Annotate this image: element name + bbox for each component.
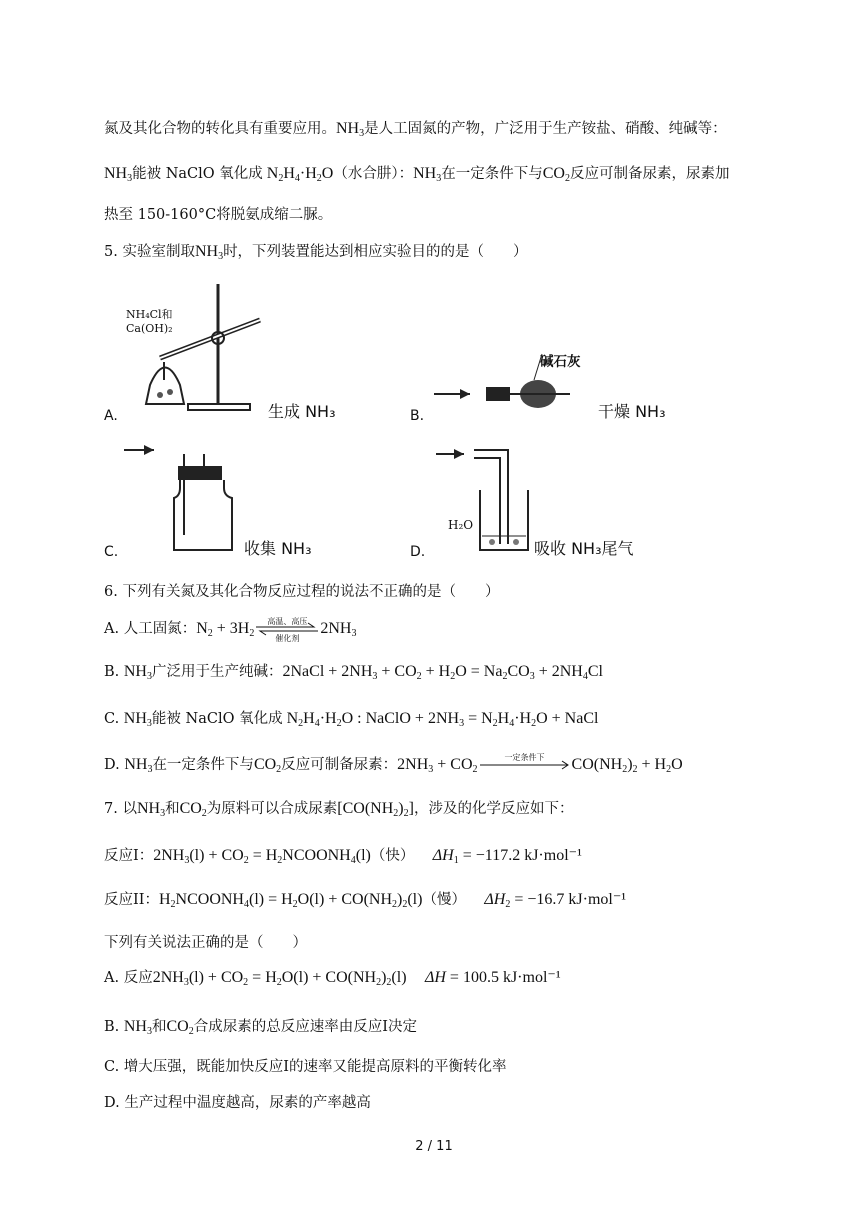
condition-arrow: [480, 753, 570, 774]
q7-reaction-1: 反应I：$2NH_3(l) + CO_2$ = $H_2NCOONH_4(l)$（快） $\Delta H_1 = -117.2$ kJ·mol⁻¹: [104, 847, 582, 866]
apparatus-c: [124, 440, 234, 555]
reaction-note: （快）: [370, 848, 415, 864]
q6-stem: 6. 下列有关氮及其化合物反应过程的说法不正确的是（ ）: [104, 584, 500, 600]
option-letter: B.: [410, 408, 425, 424]
q7-stem-text: 为原料可以合成尿素: [206, 801, 338, 817]
enthalpy-value: −16.7 kJ·mol⁻¹: [527, 891, 627, 908]
intro-text: 能被 NaClO 氧化成: [132, 166, 263, 182]
option-letter: D.: [410, 544, 426, 560]
option-text: 合成尿素的总反应速率由反应I决定: [193, 1019, 417, 1035]
option-text: B.: [104, 664, 120, 680]
option-text: B.: [104, 1019, 120, 1035]
condition-arrow: [256, 617, 318, 643]
option-text: 在一定条件下与: [152, 757, 254, 773]
option-text: 广泛用于生产纯碱：: [151, 664, 283, 680]
intro-line-2: $NH_3$能被 NaClO 氧化成 $N_2H_4\cdot H_2O$（水合肼）：$NH_3$在一定条件下与$CO_2$反应可制备尿素，尿素加: [104, 165, 730, 184]
reaction-label: 反应I：: [104, 848, 154, 864]
option-caption: 生成 NH₃: [268, 402, 336, 421]
q7-question: 下列有关说法正确的是（ ）: [104, 935, 307, 951]
option-letter: C.: [104, 544, 119, 560]
apparatus-d: [436, 444, 536, 554]
option-text: 能被 NaClO 氧化成: [151, 711, 283, 727]
intro-text: 是人工固氮的产物，广泛用于生产铵盐、硝酸、纯碱等：: [364, 121, 727, 137]
reaction-label: 反应II：: [104, 892, 159, 908]
condition-top: 一定条件下: [504, 753, 545, 762]
condition-top: 高温、高压: [267, 617, 308, 626]
option-caption: 收集 NH₃: [244, 539, 312, 558]
option-text: 和: [151, 1019, 167, 1035]
reagent-label: H₂O: [448, 518, 474, 532]
q5-stem: 5. 实验室制取$NH_3$时，下列装置能达到相应实验目的的是（ ）: [104, 243, 528, 262]
intro-text: （水合肼）：: [333, 166, 414, 182]
q7-option-c: C. 增大压强，既能加快反应I的速率又能提高原料的平衡转化率: [104, 1059, 507, 1075]
q7-option-d: D. 生产过程中温度越高，尿素的产率越高: [104, 1095, 371, 1111]
q7-stem: 7. 以$NH_3$和$CO_2$为原料可以合成尿素$[CO(NH_2)_2]$，涉及的化学反应如下：: [104, 800, 574, 819]
enthalpy-value: −117.2 kJ·mol⁻¹: [475, 847, 582, 864]
q5-stem-text: 时，下列装置能达到相应实验目的的是（ ）: [223, 244, 528, 260]
q7-stem-text: 和: [165, 801, 180, 817]
option-text: A. 反应: [104, 970, 153, 986]
q7-option-b: B. $NH_3$和$CO_2$合成尿素的总反应速率由反应I决定: [104, 1018, 417, 1037]
reagent-label: Ca(OH)₂: [126, 322, 173, 335]
apparatus-b: [430, 350, 590, 420]
enthalpy-value: 100.5 kJ·mol⁻¹: [462, 969, 561, 986]
reaction-note: （慢）: [422, 892, 466, 908]
q7-stem-text: 7. 以: [104, 801, 137, 817]
option-caption: 吸收 NH₃尾气: [534, 539, 634, 558]
q7-option-a: A. 反应$2NH_3(l) + CO_2 = H_2O(l) + CO(NH_2)_2(l)$ ΔH = 100.5 kJ·mol⁻¹: [104, 969, 561, 988]
option-letter: A.: [104, 408, 118, 424]
intro-text: 氮及其化合物的转化具有重要应用。: [104, 121, 336, 137]
q5-stem-text: 5. 实验室制取: [104, 244, 195, 260]
q7-stem-text: ，涉及的化学反应如下：: [413, 801, 574, 817]
q6-option-d: D. $NH_3$在一定条件下与$CO_2$反应可制备尿素：$2NH_3 + CO_2$ 一定条件下 $CO(NH_2)_2 + H_2O$: [104, 753, 683, 775]
option-text: D.: [104, 757, 120, 773]
q6-option-b: B. $NH_3$广泛用于生产纯碱：2NaCl + $2NH_3 + CO_2 + H_2O = Na_2CO_3 + 2NH_4Cl$: [104, 663, 603, 682]
intro-text: 在一定条件下与: [441, 166, 543, 182]
q6-option-a: A. 人工固氮：$N_2 + 3H_2$ 高温、高压 催化剂 $2NH_3$: [104, 617, 357, 643]
q6-option-c: C. $NH_3$能被 NaClO 氧化成 $N_2H_4\cdot H_2O$ : NaClO + $2NH_3 = N_2H_4\cdot H_2O$ + NaCl: [104, 710, 599, 729]
reagent-label: NH₄Cl和: [126, 308, 173, 321]
option-text: C.: [104, 711, 120, 727]
option-text: A. 人工固氮：: [104, 621, 197, 637]
q7-reaction-2: 反应II：$H_2NCOONH_4(l) = H_2O(l) + CO(NH_2)_2(l)$（慢） $\Delta H_2 = -16.7$ kJ·mol⁻¹: [104, 891, 627, 910]
condition-bottom: 催化剂: [275, 634, 300, 643]
intro-text: 反应可制备尿素，尿素加: [569, 166, 730, 182]
intro-line-3: 热至 150-160°C将脱氨成缩二脲。: [104, 207, 333, 223]
intro-line-1: 氮及其化合物的转化具有重要应用。$NH_3$是人工固氮的产物，广泛用于生产铵盐、硝酸、纯碱等：: [104, 120, 727, 139]
option-caption: 干燥 NH₃: [598, 402, 666, 421]
page-number: 2 / 11: [415, 1139, 453, 1154]
reagent-label: 碱石灰: [540, 354, 581, 370]
option-text: 反应可制备尿素：: [281, 757, 398, 773]
apparatus-a: [120, 280, 270, 420]
